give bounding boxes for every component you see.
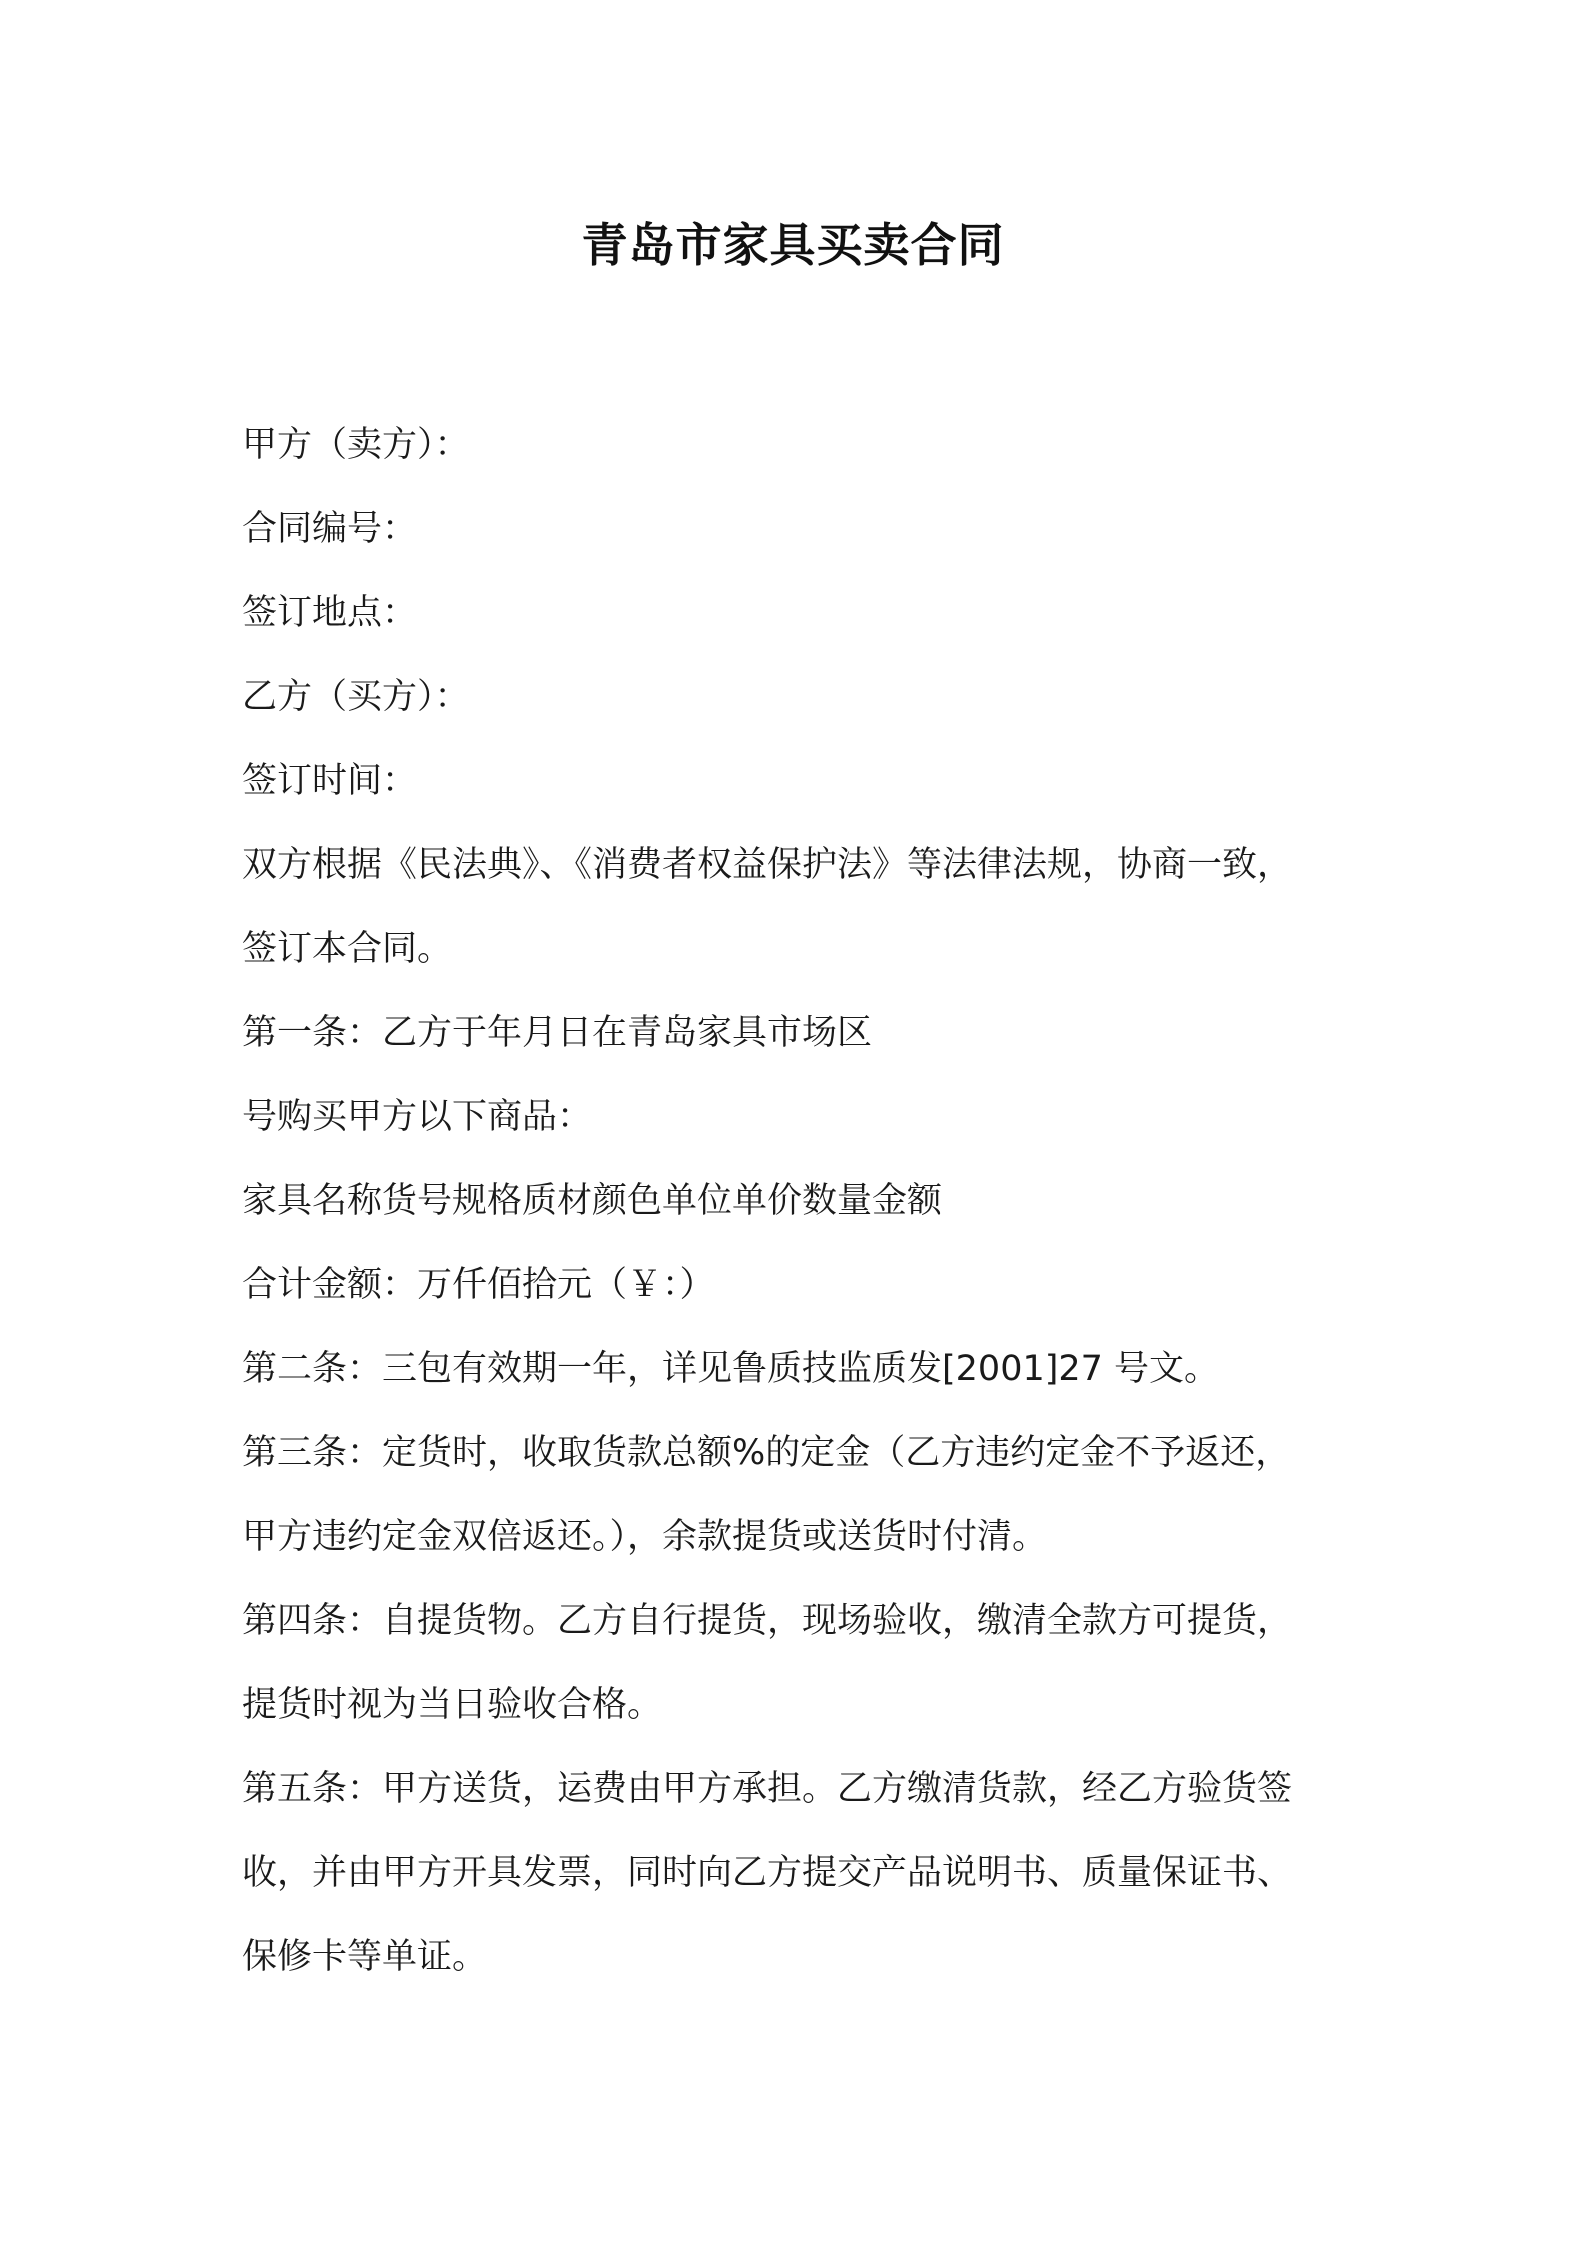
article-5-line-1: 第五条：甲方送货，运费由甲方承担。乙方缴清货款，经乙方验货签 [242,1769,1293,1809]
article-5-line-3: 保修卡等单证。 [242,1937,488,1977]
goods-table-header-line: 家具名称货号规格质材颜色单位单价数量金额 [242,1181,943,1221]
article-4-line-1: 第四条：自提货物。乙方自行提货，现场验收，缴清全款方可提货， [242,1601,1293,1641]
article-4-line-2: 提货时视为当日验收合格。 [242,1685,663,1725]
article-5-line-2: 收，并由甲方开具发票，同时向乙方提交产品说明书、质量保证书、 [242,1853,1293,1893]
total-amount-line: 合计金额：万仟佰拾元（￥：） [242,1265,715,1305]
signing-place-line: 签订地点： [242,593,418,633]
article-1-line-1: 第一条：乙方于年月日在青岛家具市场区 [242,1013,873,1053]
article-3-line-2: 甲方违约定金双倍返还。），余款提货或送货时付清。 [242,1517,1048,1557]
article-2-line: 第二条：三包有效期一年，详见鲁质技监质发[2001]27 号文。 [242,1349,1220,1389]
preamble-line-1: 双方根据《民法典》、《消费者权益保护法》等法律法规，协商一致， [242,845,1293,885]
contract-body [242,403,1362,1999]
article-1-line-2: 号购买甲方以下商品： [242,1097,593,1137]
party-a-seller-line: 甲方（卖方）： [242,425,470,465]
article-3-line-1: 第三条：定货时，收取货款总额%的定金（乙方违约定金不予返还， [242,1433,1291,1473]
contract-number-line: 合同编号： [242,509,418,549]
signing-time-line: 签订时间： [242,761,418,801]
preamble-line-2: 签订本合同。 [242,929,453,969]
party-b-buyer-line: 乙方（买方）： [242,677,470,717]
document-title: 青岛市家具买卖合同 [581,218,1005,272]
